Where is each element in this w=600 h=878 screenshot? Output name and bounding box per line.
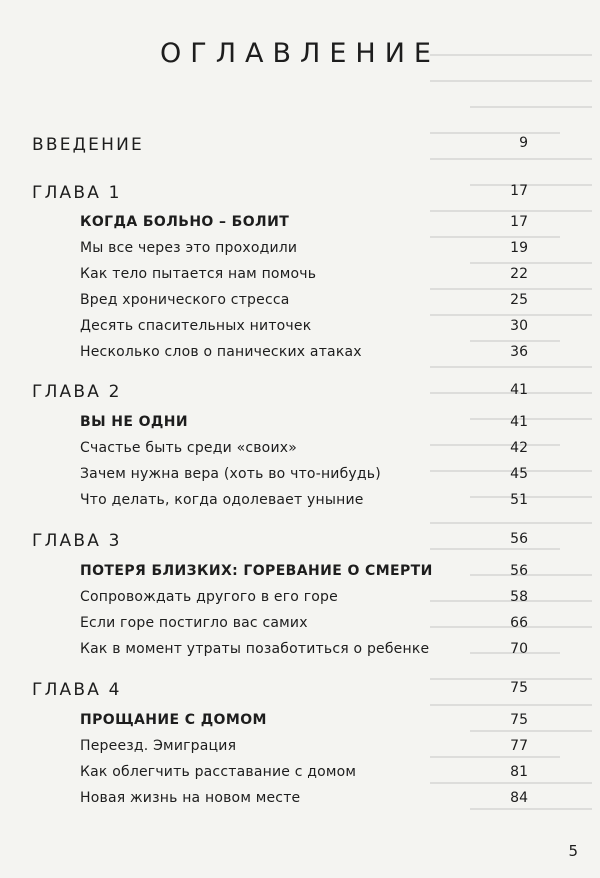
toc-item-row (0, 764, 600, 790)
toc-item-row (0, 240, 600, 266)
toc-heading-row (0, 414, 600, 440)
item-label: Как тело пытается нам помочь (80, 266, 317, 282)
item-page: 25 (510, 292, 528, 308)
toc-item-row (0, 738, 600, 764)
toc-intro-page: 9 (519, 135, 528, 151)
item-page: 58 (510, 589, 528, 605)
toc-item-row (0, 790, 600, 816)
toc-item-row (0, 318, 600, 344)
item-label: Как облегчить расставание с домом (80, 764, 357, 780)
toc-item-row (0, 292, 600, 318)
toc-intro-label: ВВЕДЕНИЕ (32, 135, 144, 155)
heading-page: 17 (510, 214, 528, 230)
toc-item-row (0, 641, 600, 667)
chapter-page: 41 (510, 382, 528, 398)
chapter-label: ГЛАВА 1 (32, 183, 122, 203)
toc-item-row (0, 466, 600, 492)
item-page: 66 (510, 615, 528, 631)
chapter-label: ГЛАВА 2 (32, 382, 122, 402)
item-label: Новая жизнь на новом месте (80, 790, 301, 806)
toc-heading-row (0, 563, 600, 589)
heading-label: ВЫ НЕ ОДНИ (80, 414, 189, 430)
toc-item-row (0, 615, 600, 641)
item-page: 45 (510, 466, 528, 482)
toc-heading-row (0, 712, 600, 738)
toc-item-row (0, 589, 600, 615)
heading-label: ПОТЕРЯ БЛИЗКИХ: ГОРЕВАНИЕ О СМЕРТИ (80, 563, 433, 579)
page-title: ОГЛАВЛЕНИЕ (160, 38, 440, 69)
item-label: Несколько слов о панических атаках (80, 344, 362, 360)
chapter-page: 75 (510, 680, 528, 696)
item-page: 84 (510, 790, 528, 806)
toc-item-row (0, 266, 600, 292)
chapter-label: ГЛАВА 3 (32, 531, 122, 551)
item-page: 77 (510, 738, 528, 754)
toc-chapter-row (0, 183, 600, 209)
item-label: Что делать, когда одолевает уныние (80, 492, 364, 508)
item-label: Как в момент утраты позаботиться о ребенке (80, 641, 430, 657)
heading-page: 75 (510, 712, 528, 728)
heading-label: КОГДА БОЛЬНО – БОЛИТ (80, 214, 290, 230)
toc-item-row (0, 492, 600, 518)
toc-chapter-row (0, 382, 600, 408)
item-label: Если горе постигло вас самих (80, 615, 308, 631)
page-number: 5 (568, 842, 578, 860)
item-page: 36 (510, 344, 528, 360)
toc-item-row (0, 440, 600, 466)
heading-label: ПРОЩАНИЕ С ДОМОМ (80, 712, 267, 728)
item-page: 51 (510, 492, 528, 508)
item-label: Десять спасительных ниточек (80, 318, 312, 334)
chapter-page: 17 (510, 183, 528, 199)
item-page: 81 (510, 764, 528, 780)
item-label: Переезд. Эмиграция (80, 738, 237, 754)
heading-page: 41 (510, 414, 528, 430)
item-page: 19 (510, 240, 528, 256)
heading-page: 56 (510, 563, 528, 579)
toc-chapter-row (0, 680, 600, 706)
item-label: Мы все через это проходили (80, 240, 298, 256)
item-page: 70 (510, 641, 528, 657)
item-label: Счастье быть среди «своих» (80, 440, 297, 456)
toc-item-row (0, 344, 600, 370)
item-label: Сопровождать другого в его горе (80, 589, 338, 605)
chapter-page: 56 (510, 531, 528, 547)
toc-heading-row (0, 214, 600, 240)
toc-intro-row (0, 135, 600, 161)
item-page: 42 (510, 440, 528, 456)
item-page: 22 (510, 266, 528, 282)
chapter-label: ГЛАВА 4 (32, 680, 122, 700)
item-page: 30 (510, 318, 528, 334)
item-label: Вред хронического стресса (80, 292, 290, 308)
item-label: Зачем нужна вера (хоть во что-нибудь) (80, 466, 381, 482)
toc-chapter-row (0, 531, 600, 557)
